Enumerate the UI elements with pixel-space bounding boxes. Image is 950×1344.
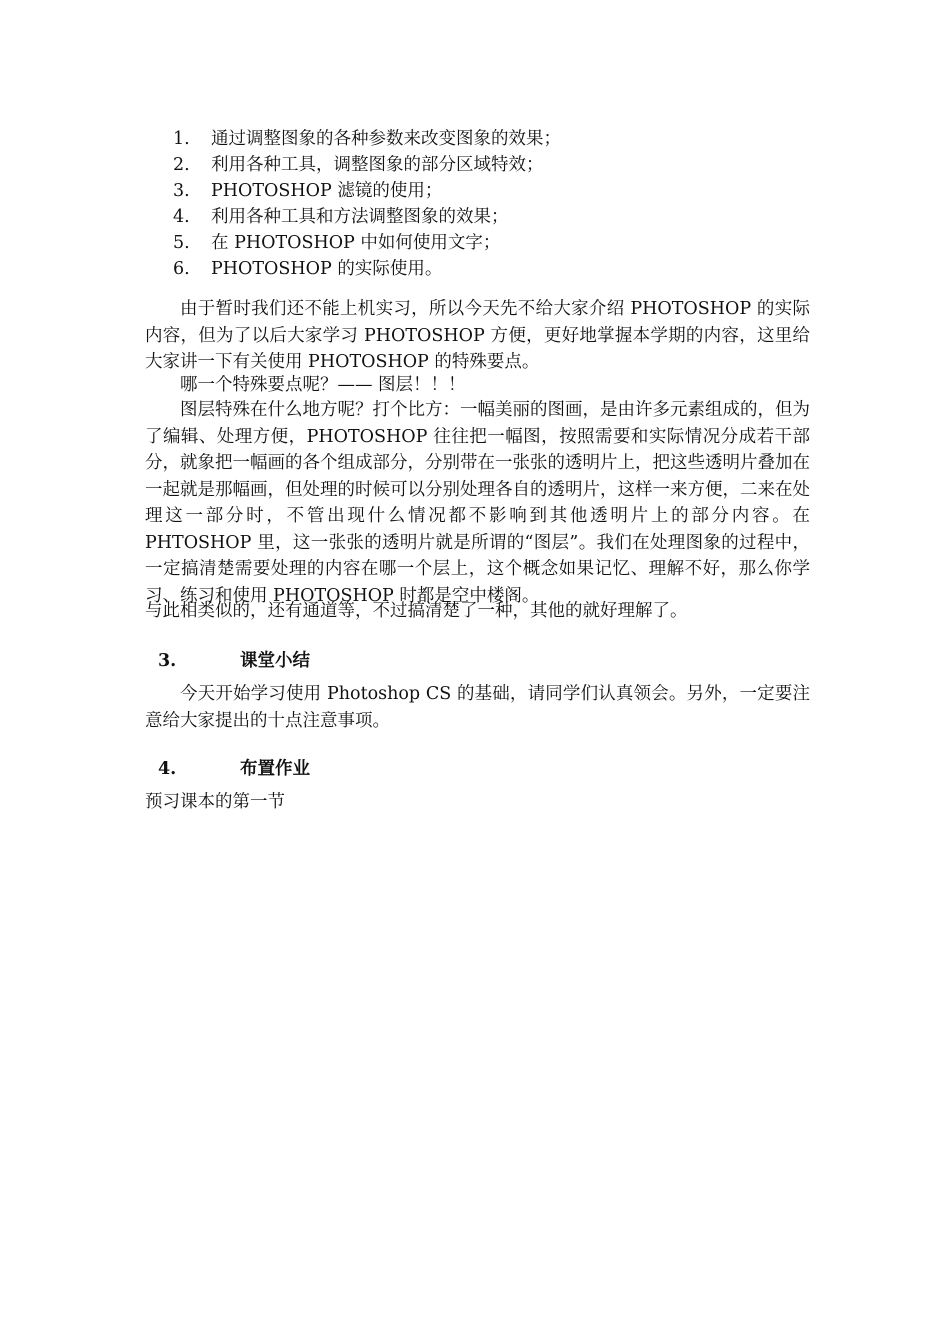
question-paragraph: 哪一个特殊要点呢？—— 图层！！！ (180, 375, 466, 395)
summary-paragraph: 今天开始学习使用 Photoshop CS 的基础，请同学们认真领会。另外，一定要注意给大家提出的十点注意事项。 (145, 684, 810, 731)
list-item (173, 126, 561, 152)
list-item-number: 6. (173, 259, 190, 279)
section-3-heading (158, 648, 310, 674)
section-3-number: 3. (158, 651, 177, 671)
homework-paragraph: 预习课本的第一节 (145, 792, 285, 812)
list-item-text: PHOTOSHOP 滤镜的使用； (211, 181, 443, 201)
list-item (173, 230, 561, 256)
list-item-text: 利用各种工具和方法调整图象的效果； (211, 207, 509, 227)
intro-paragraph: 由于暂时我们还不能上机实习，所以今天先不给大家介绍 PHOTOSHOP 的实际内容，但为了以后大家学习 PHOTOSHOP 方便，更好地掌握本学期的内容，这里给大家讲一下有关使用 PHOTOSHOP 的特殊要点。 (145, 299, 810, 372)
section-3-title: 课堂小结 (240, 651, 310, 671)
list-item (173, 152, 561, 178)
list-item (173, 256, 561, 282)
list-item-number: 4. (173, 207, 190, 227)
list-item (173, 178, 561, 204)
similar-paragraph: 与此相类似的，还有通道等，不过搞清楚了一种，其他的就好理解了。 (145, 601, 688, 621)
list-item-text: 在 PHOTOSHOP 中如何使用文字； (211, 233, 501, 253)
topic-list (173, 126, 561, 282)
list-item-number: 5. (173, 233, 190, 253)
list-item (173, 204, 561, 230)
section-4-title: 布置作业 (240, 759, 310, 779)
list-item-text: PHOTOSHOP 的实际使用。 (211, 259, 443, 279)
section-4-number: 4. (158, 759, 177, 779)
list-item-number: 1. (173, 129, 190, 149)
section-4-heading (158, 756, 310, 782)
list-item-text: 利用各种工具，调整图象的部分区域特效； (211, 155, 544, 175)
list-item-number: 3. (173, 181, 190, 201)
list-item-text: 通过调整图象的各种参数来改变图象的效果； (211, 129, 561, 149)
list-item-number: 2. (173, 155, 190, 175)
layers-paragraph: 图层特殊在什么地方呢？打个比方：一幅美丽的图画，是由许多元素组成的，但为了编辑、处理方便，PHOTOSHOP 往往把一幅图，按照需要和实际情况分成若干部分，就象把一幅画的各个组成部分，分别带在一张张的透明片上，把这些透明片叠加在一起就是那幅画，但处理的时候可以分别处理各自的透明片，这样一来方便，二来在处理这一部分时，不管出现什么情况都不影响到其他透明片上的部分内容。在 PHTOSHOP 里，这一张张的透明片就是所谓的“图层”。我们在处理图象的过程中，一定搞清楚需要处理的内容在哪一个层上，这个概念如果记忆、理解不好，那么你学习、练习和使用 PHOTOSHOP 时都是空中楼阁。 (145, 400, 810, 606)
